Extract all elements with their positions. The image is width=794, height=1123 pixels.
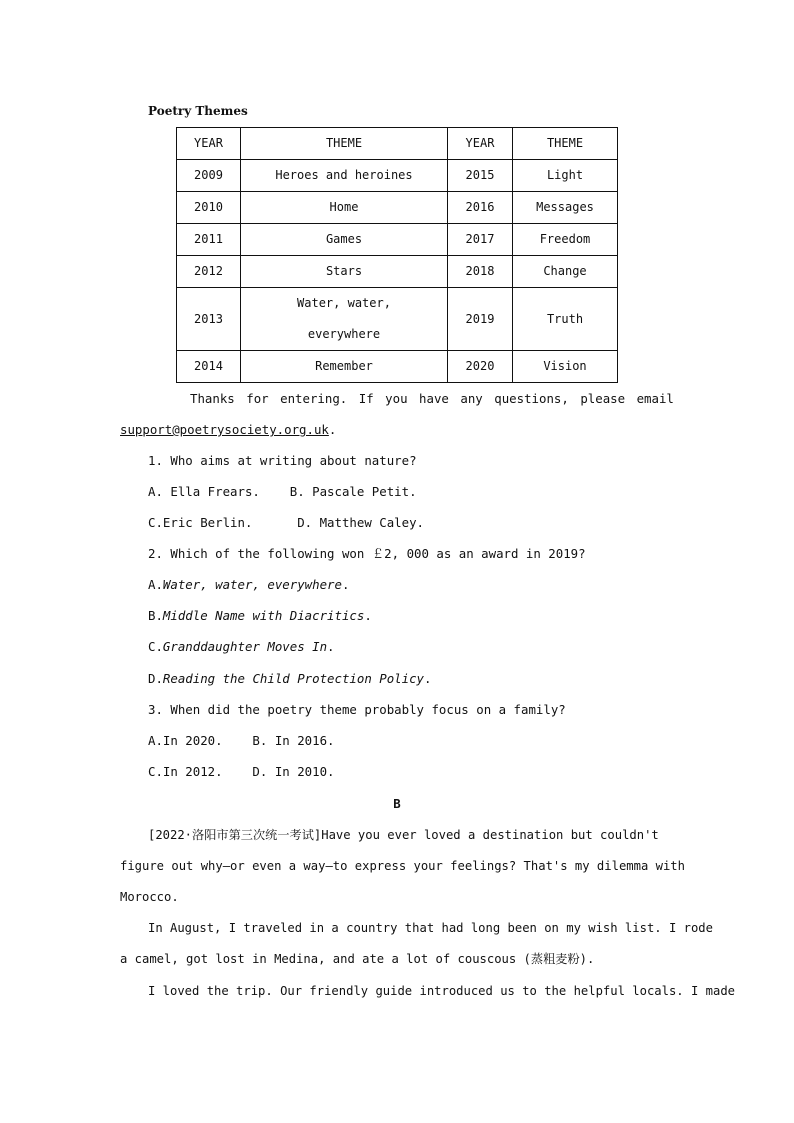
theme-cell — [241, 288, 448, 351]
question-2-stem: 2. Which of the following won ￡2, 000 as an award in 2019? — [148, 546, 586, 561]
option-title: Reading the Child Protection Policy — [162, 671, 425, 686]
table-row — [177, 192, 618, 224]
theme-cell: Truth — [513, 288, 618, 351]
thanks-word: Thanks — [190, 391, 235, 406]
option-title: Water, water, everywhere — [162, 577, 342, 592]
thanks-word: please — [580, 391, 626, 406]
thanks-word: questions, — [494, 391, 569, 406]
question-1-options-ab: A. Ella Frears. B. Pascale Petit. — [148, 484, 417, 499]
theme-cell: Stars — [241, 256, 448, 288]
header-theme-2: THEME — [513, 128, 618, 160]
passage-paragraph-2-line-2: a camel, got lost in Medina, and ate a lot of couscous (蒸粗麦粉). — [120, 952, 595, 966]
option-letter: D. — [148, 671, 163, 686]
thanks-word: entering. — [280, 391, 348, 406]
theme-cell: Remember — [241, 351, 448, 383]
thanks-word: have — [419, 391, 449, 406]
theme-cell: Home — [241, 192, 448, 224]
option-title: Granddaughter Moves In — [162, 639, 328, 654]
question-2-option-c — [148, 639, 335, 655]
theme-cell-line-1: Water, water, — [297, 296, 391, 310]
theme-cell: Games — [241, 224, 448, 256]
year-cell: 2013 — [177, 288, 241, 351]
thanks-word: If — [358, 391, 374, 406]
thanks-word: any — [460, 391, 483, 406]
option-period: . — [341, 577, 350, 592]
option-letter: A. — [148, 577, 163, 592]
header-year-2: YEAR — [448, 128, 513, 160]
theme-cell-line-2: everywhere — [307, 327, 381, 341]
theme-cell: Light — [513, 160, 618, 192]
year-cell: 2015 — [448, 160, 513, 192]
question-1-stem: 1. Who aims at writing about nature? — [148, 453, 417, 468]
year-cell: 2011 — [177, 224, 241, 256]
option-period: . — [364, 608, 372, 623]
thanks-line — [190, 391, 674, 407]
email-period: . — [328, 422, 337, 437]
poetry-themes-table — [176, 127, 618, 383]
theme-cell: Messages — [513, 192, 618, 224]
passage-paragraph-1-line-2: figure out why—or even a way—to express your feelings? That's my dilemma with — [120, 859, 685, 873]
year-cell: 2018 — [448, 256, 513, 288]
question-1-options-cd: C.Eric Berlin. D. Matthew Caley. — [148, 515, 425, 530]
question-3-options-cd: C.In 2012. D. In 2010. — [148, 764, 335, 779]
option-letter: B. — [148, 608, 163, 623]
year-cell: 2019 — [448, 288, 513, 351]
section-label: B — [393, 796, 401, 811]
question-2-option-a — [148, 577, 349, 593]
thanks-word: email — [636, 391, 674, 406]
year-cell: 2020 — [448, 351, 513, 383]
option-period: . — [424, 671, 432, 686]
option-letter: C. — [148, 639, 163, 654]
table-row — [177, 160, 618, 192]
theme-cell: Change — [513, 256, 618, 288]
year-cell: 2010 — [177, 192, 241, 224]
theme-cell: Heroes and heroines — [241, 160, 448, 192]
question-2-option-d — [148, 671, 431, 687]
year-cell: 2017 — [448, 224, 513, 256]
question-2-option-b — [148, 608, 372, 624]
table-row — [177, 351, 618, 383]
year-cell: 2012 — [177, 256, 241, 288]
table-row — [177, 256, 618, 288]
table-row — [177, 288, 618, 351]
option-title: Middle Name with Diacritics — [162, 608, 365, 623]
passage-paragraph-1-line-3: Morocco. — [120, 890, 179, 904]
header-theme-1: THEME — [241, 128, 448, 160]
year-cell: 2016 — [448, 192, 513, 224]
passage-paragraph-2-line-1: In August, I traveled in a country that had long been on my wish list. I rode — [148, 921, 713, 935]
support-email-link[interactable]: support@poetrysociety.org.uk — [120, 422, 329, 437]
theme-cell: Freedom — [513, 224, 618, 256]
year-cell: 2014 — [177, 351, 241, 383]
email-line — [120, 422, 336, 438]
passage-paragraph-3-line-1: I loved the trip. Our friendly guide introduced us to the helpful locals. I made — [148, 984, 735, 998]
thanks-word: for — [246, 391, 269, 406]
passage-paragraph-1-line-1: [2022·洛阳市第三次统一考试]Have you ever loved a destination but couldn't — [148, 828, 659, 842]
question-3-stem: 3. When did the poetry theme probably focus on a family? — [148, 702, 566, 717]
table-heading: Poetry Themes — [148, 104, 248, 118]
question-3-options-ab: A.In 2020. B. In 2016. — [148, 733, 335, 748]
year-cell: 2009 — [177, 160, 241, 192]
theme-cell: Vision — [513, 351, 618, 383]
table-row — [177, 224, 618, 256]
header-year-1: YEAR — [177, 128, 241, 160]
thanks-word: you — [385, 391, 408, 406]
option-period: . — [327, 639, 335, 654]
table-header-row — [177, 128, 618, 160]
